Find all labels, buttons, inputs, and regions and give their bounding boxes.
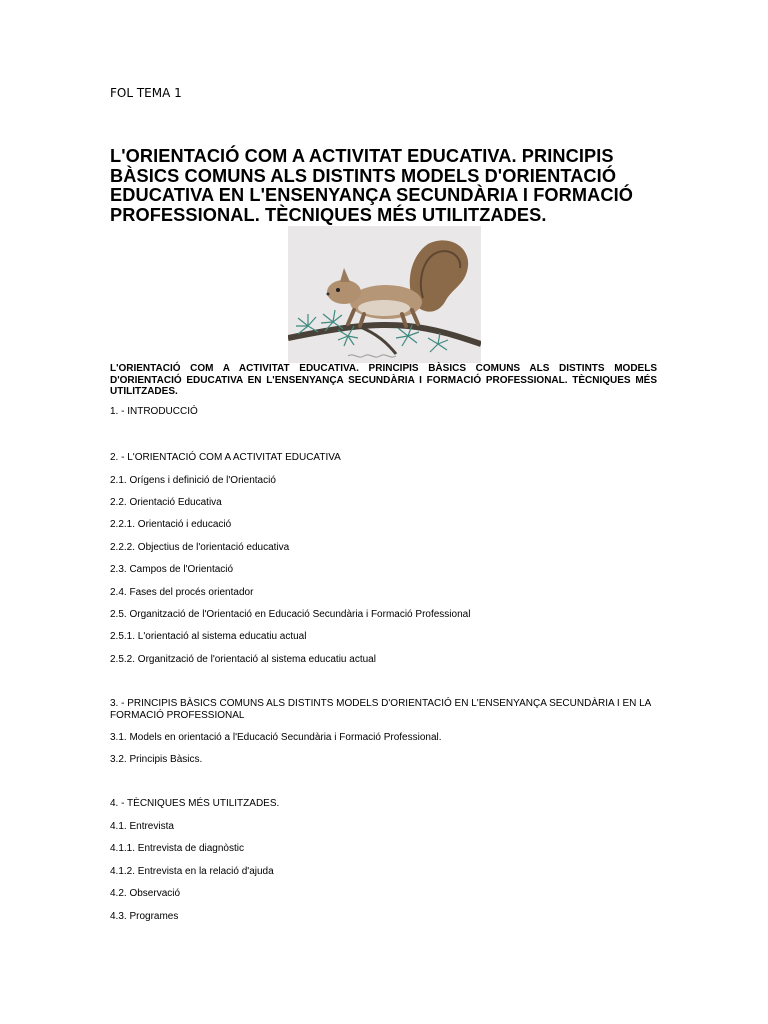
- squirrel-icon: [288, 226, 481, 363]
- toc-item: 4. - TÈCNIQUES MÉS UTILITZADES.: [110, 798, 280, 809]
- toc-item: 2.3. Campos de l'Orientació: [110, 564, 234, 575]
- toc-item: 1. - INTRODUCCIÓ: [110, 406, 198, 417]
- toc-item: 4.1.1. Entrevista de diagnòstic: [110, 843, 244, 854]
- toc-item: 4.3. Programes: [110, 911, 179, 922]
- squirrel-illustration: [288, 226, 481, 363]
- toc-item: 3.2. Principis Bàsics.: [110, 754, 203, 765]
- toc-item: 2.5.1. L'orientació al sistema educatiu actual: [110, 631, 307, 642]
- toc-item: 2.4. Fases del procés orientador: [110, 587, 254, 598]
- toc-item: 2.5. Organització de l'Orientació en Educació Secundària i Formació Professional: [110, 609, 471, 620]
- toc-item: 4.2. Observació: [110, 888, 181, 899]
- toc-item: 2.1. Orígens i definició de l'Orientació: [110, 475, 276, 486]
- toc-item: 3. - PRINCIPIS BÀSICS COMUNS ALS DISTINTS MODELS D'ORIENTACIÓ EN L'ENSENYANÇA SECUNDÀRIA I EN LA FORMACIÓ PROFESSIONAL: [110, 698, 651, 721]
- toc-item: 4.1.2. Entrevista en la relació d'ajuda: [110, 866, 274, 877]
- document-header: FOL TEMA 1: [110, 86, 182, 100]
- repeated-title: L'ORIENTACIÓ COM A ACTIVITAT EDUCATIVA. PRINCIPIS BÀSICS COMUNS ALS DISTINTS MODELS D'ORIENTACIÓ EDUCATIVA EN L'ENSENYANÇA SECUNDÀRIA I FORMACIÓ PROFESSIONAL. TÈCNIQUES MÉS UTILITZADES.: [110, 363, 657, 397]
- toc-item: 2.5.2. Organització de l'orientació al sistema educatiu actual: [110, 654, 376, 665]
- toc-item: 3.1. Models en orientació a l'Educació Secundària i Formació Professional.: [110, 732, 442, 743]
- toc-item: 2.2. Orientació Educativa: [110, 497, 222, 508]
- toc-item: 2.2.2. Objectius de l'orientació educativa: [110, 542, 290, 553]
- toc-item: 4.1. Entrevista: [110, 821, 174, 832]
- toc-item: 2. - L'ORIENTACIÓ COM A ACTIVITAT EDUCATIVA: [110, 452, 341, 463]
- document-title: L'ORIENTACIÓ COM A ACTIVITAT EDUCATIVA. PRINCIPIS BÀSICS COMUNS ALS DISTINTS MODELS D'ORIENTACIÓ EDUCATIVA EN L'ENSENYANÇA SECUNDÀRIA I FORMACIÓ PROFESSIONAL. TÈCNIQUES MÉS UTILITZADES.: [110, 146, 634, 225]
- toc-item: 2.2.1. Orientació i educació: [110, 519, 232, 530]
